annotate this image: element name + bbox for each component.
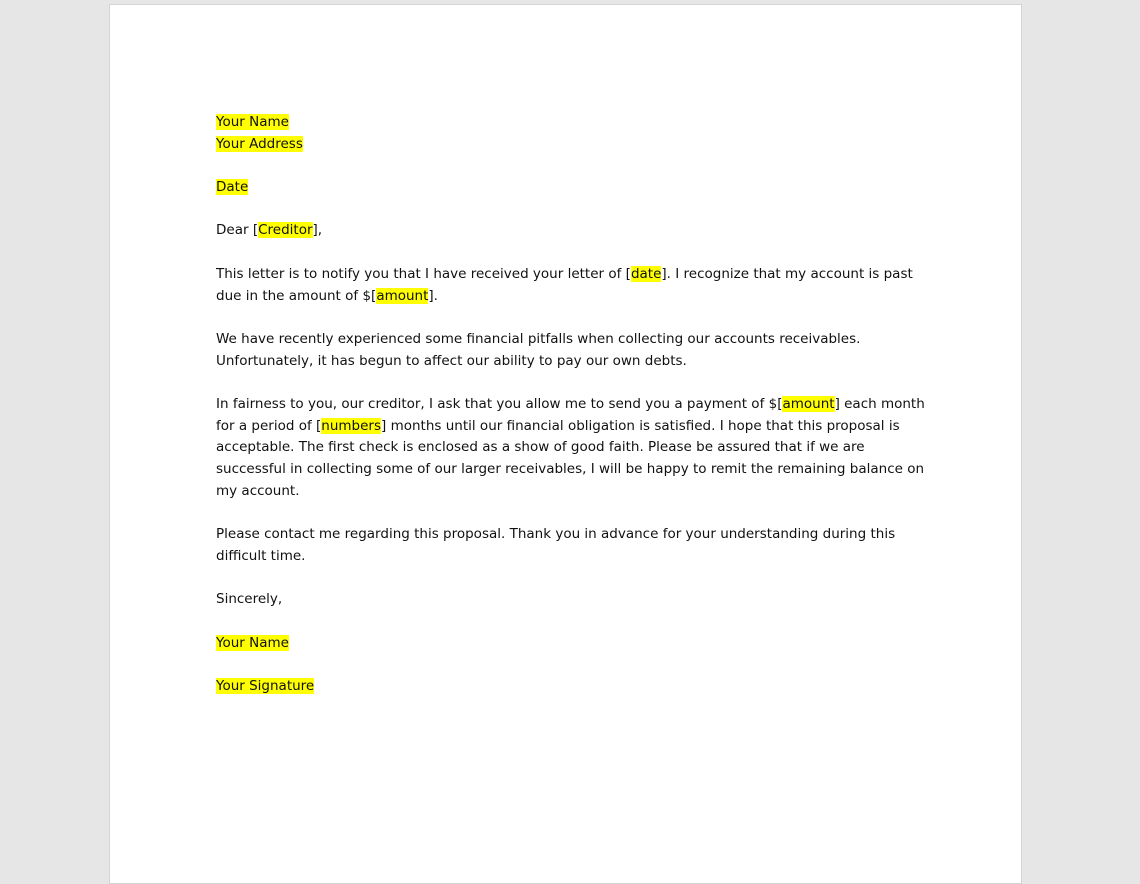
signoff-name-placeholder: Your Name (216, 634, 289, 651)
p3-text-d: ] months until our financial obligation is satisfied. I hope that this proposal is (381, 417, 900, 434)
letter-date-placeholder: date (630, 265, 662, 282)
letter-body[interactable] (216, 112, 926, 720)
p1-text-c: due in the amount of $[ (216, 287, 377, 304)
months-number-placeholder: numbers (321, 417, 382, 434)
paragraph-proposal (216, 394, 926, 503)
document-page (109, 4, 1022, 884)
p4-line-1: Please contact me regarding this proposal. Thank you in advance for your understanding during this (216, 526, 896, 543)
signature-line (216, 676, 926, 698)
signature-placeholder: Your Signature (216, 678, 315, 695)
monthly-amount-placeholder: amount (782, 396, 835, 413)
p3-text-b: ] each month (834, 396, 925, 413)
signoff-name-line (216, 633, 926, 655)
sender-name-placeholder: Your Name (216, 114, 289, 130)
sender-address-placeholder: Your Address (216, 135, 303, 152)
closing (216, 589, 926, 611)
p3-text-a: In fairness to you, our creditor, I ask that you allow me to send you a payment of $[ (216, 396, 783, 413)
paragraph-circumstances (216, 329, 926, 372)
p3-line-4: successful in collecting some of our larger receivables, I will be happy to remit the remaining balance on (216, 461, 925, 478)
p1-text-a: This letter is to notify you that I have received your letter of [ (216, 265, 631, 282)
salutation-prefix: Dear [ (216, 222, 259, 239)
p4-line-2: difficult time. (216, 547, 306, 564)
date-placeholder: Date (216, 179, 249, 196)
p2-line-1: We have recently experienced some financial pitfalls when collecting our accounts receivables. (216, 330, 861, 347)
salutation-suffix: ], (312, 222, 323, 239)
sender-block (216, 112, 926, 155)
creditor-placeholder: Creditor (258, 222, 313, 239)
paragraph-contact (216, 524, 926, 567)
past-due-amount-placeholder: amount (376, 287, 429, 304)
p3-line-3: acceptable. The first check is enclosed as a show of good faith. Please be assured that if we are (216, 439, 865, 456)
salutation (216, 220, 926, 242)
p3-text-c: for a period of [ (216, 417, 322, 434)
paragraph-notification (216, 264, 926, 307)
p1-text-d: ]. (428, 287, 438, 304)
p3-line-5: my account. (216, 482, 300, 499)
p1-text-b: ]. I recognize that my account is past (661, 265, 913, 282)
date-line (216, 177, 926, 199)
p2-line-2: Unfortunately, it has begun to affect our ability to pay our own debts. (216, 352, 687, 369)
closing-text: Sincerely, (216, 591, 283, 608)
